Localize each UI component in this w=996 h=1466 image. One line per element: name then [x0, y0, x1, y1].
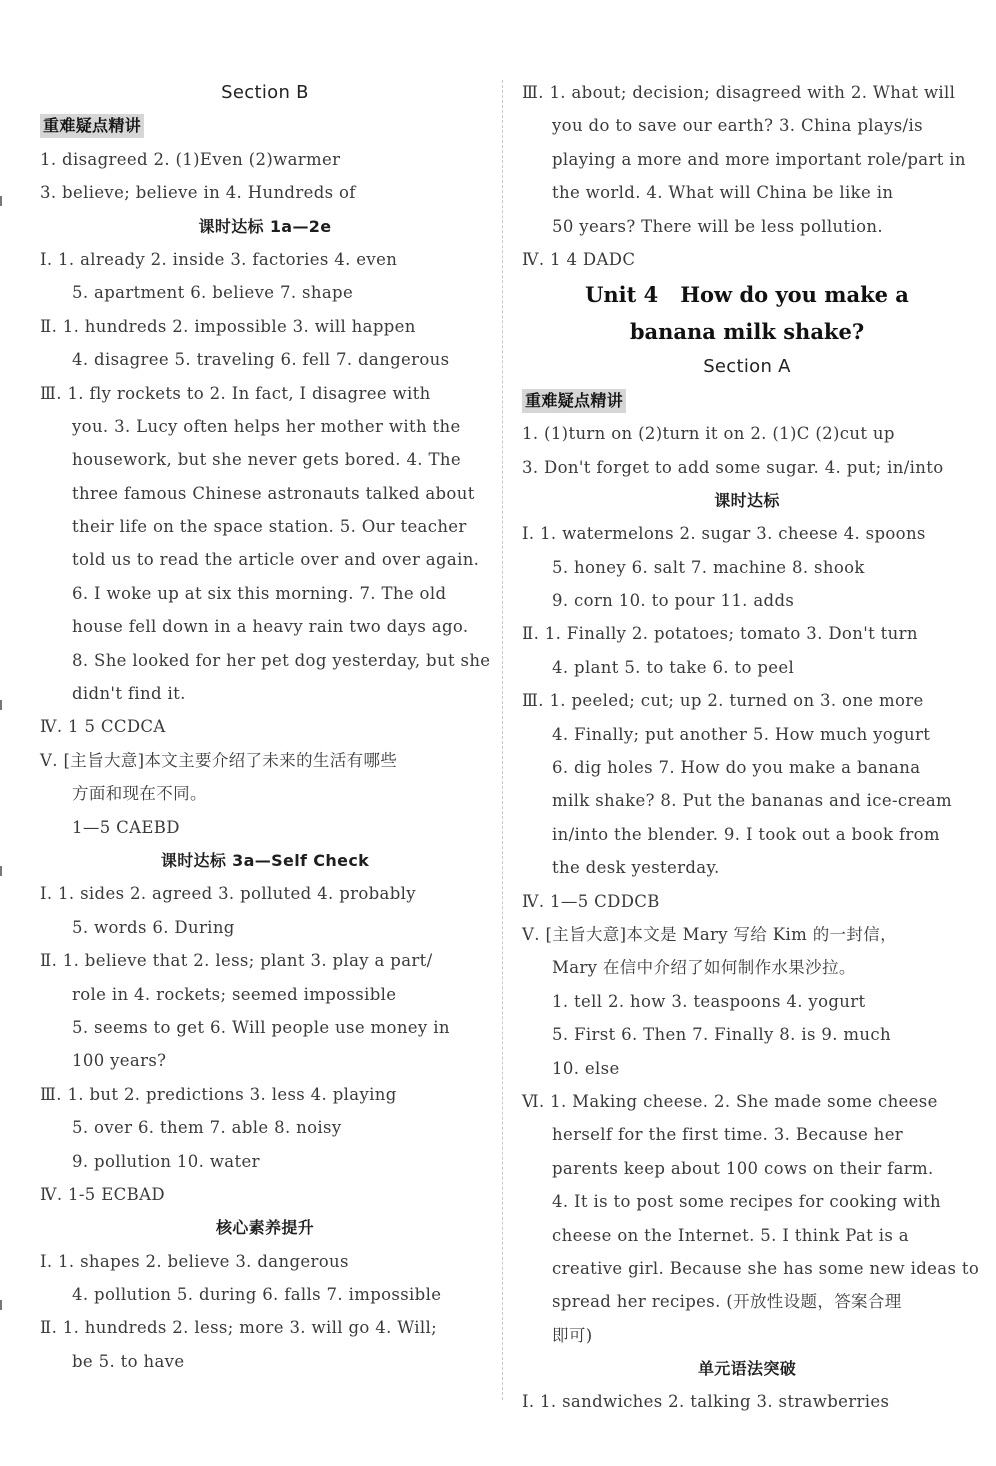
answer-line: Ⅱ. 1. hundreds 2. impossible 3. will happen: [40, 316, 416, 336]
key-points-label: 重难疑点精讲: [522, 389, 626, 413]
answer-line: 5. words 6. During: [72, 917, 235, 937]
answer-line: Ⅰ. 1. sides 2. agreed 3. polluted 4. probably: [40, 884, 416, 904]
answer-line: 3. believe; believe in 4. Hundreds of: [40, 183, 356, 203]
answer-line: Mary 在信中介绍了如何制作水果沙拉。: [552, 958, 856, 978]
answer-line: milk shake? 8. Put the bananas and ice-cream: [552, 791, 953, 811]
answer-line: Ⅳ. 1—5 CDDCB: [522, 891, 660, 911]
answer-line: Ⅱ. 1. Finally 2. potatoes; tomato 3. Don't turn: [522, 624, 918, 644]
answer-line: 5. over 6. them 7. able 8. noisy: [72, 1118, 342, 1138]
answer-line: 1. tell 2. how 3. teaspoons 4. yogurt: [552, 991, 866, 1011]
answer-line: Ⅴ. [主旨大意]本文是 Mary 写给 Kim 的一封信，: [522, 924, 897, 944]
answer-line: 1. (1)turn on (2)turn it on 2. (1)C (2)cut up: [522, 424, 895, 444]
answer-line: three famous Chinese astronauts talked about: [72, 483, 475, 503]
answer-line: Ⅵ. 1. Making cheese. 2. She made some cheese: [522, 1091, 938, 1111]
column-divider: [502, 80, 503, 1400]
answer-line: Ⅳ. 1 5 CCDCA: [40, 717, 166, 737]
answer-line: you. 3. Lucy often helps her mother with the: [72, 416, 461, 436]
answer-line: 50 years? There will be less pollution.: [552, 216, 883, 236]
answer-line: Ⅲ. 1. fly rockets to 2. In fact, I disagree with: [40, 383, 431, 403]
answer-line: 10. else: [552, 1058, 620, 1078]
answer-line: the world. 4. What will China be like in: [552, 183, 894, 203]
answer-line: Ⅰ. 1. watermelons 2. sugar 3. cheese 4. spoons: [522, 524, 926, 544]
unit-subtitle: banana milk shake?: [629, 319, 865, 345]
grammar-title: 单元语法突破: [697, 1359, 797, 1379]
answer-line: 4. pollution 5. during 6. falls 7. impossible: [72, 1285, 442, 1305]
answer-line: 100 years?: [72, 1051, 167, 1071]
answer-line: 4. Finally; put another 5. How much yogurt: [552, 724, 931, 744]
answer-line: be 5. to have: [72, 1351, 185, 1371]
answer-line: parents keep about 100 cows on their farm.: [552, 1158, 934, 1178]
answer-line: Ⅰ. 1. sandwiches 2. talking 3. strawberries: [522, 1392, 890, 1412]
answer-line: 1—5 CAEBD: [72, 817, 180, 837]
edge-mark: [0, 1300, 9, 1310]
answer-line: 9. pollution 10. water: [72, 1151, 260, 1171]
practice-title: 课时达标: [714, 490, 780, 510]
practice-title: 课时达标 1a—2e: [198, 216, 332, 236]
practice-title: 课时达标 3a—Self Check: [160, 850, 370, 870]
answer-line: cheese on the Internet. 5. I think Pat is a: [552, 1225, 909, 1245]
key-points-label: 重难疑点精讲: [40, 114, 144, 138]
answer-line: didn't find it.: [72, 684, 186, 704]
core-title: 核心素养提升: [215, 1218, 315, 1238]
answer-line: Ⅰ. 1. shapes 2. believe 3. dangerous: [40, 1251, 349, 1271]
answer-line: Ⅱ. 1. believe that 2. less; plant 3. play a part/: [40, 951, 433, 971]
right-column: [522, 76, 980, 1419]
answer-line: herself for the first time. 3. Because her: [552, 1125, 904, 1145]
answer-line: Ⅰ. 1. already 2. inside 3. factories 4. even: [40, 249, 398, 269]
answer-line: 6. I woke up at six this morning. 7. The old: [72, 583, 447, 603]
answer-line: Ⅲ. 1. peeled; cut; up 2. turned on 3. one more: [522, 691, 924, 711]
key-points-heading: [40, 109, 490, 142]
answer-line: spread her recipes. (开放性设题，答案合理: [552, 1292, 902, 1312]
answer-line: Ⅲ. 1. but 2. predictions 3. less 4. playing: [40, 1084, 397, 1104]
answer-line: in/into the blender. 9. I took out a book from: [552, 824, 940, 844]
answer-line: told us to read the article over and over again.: [72, 550, 480, 570]
answer-line: 5. honey 6. salt 7. machine 8. shook: [552, 557, 865, 577]
answer-line: house fell down in a heavy rain two days ago.: [72, 617, 469, 637]
left-column: [40, 76, 490, 1378]
answer-line: 4. plant 5. to take 6. to peel: [552, 657, 795, 677]
answer-line: creative girl. Because she has some new ideas to: [552, 1258, 980, 1278]
unit-title: Unit 4 How do you make a: [585, 282, 909, 308]
answer-line: their life on the space station. 5. Our teacher: [72, 517, 467, 537]
answer-line: Ⅱ. 1. hundreds 2. less; more 3. will go 4. Will;: [40, 1318, 438, 1338]
answer-line: role in 4. rockets; seemed impossible: [72, 984, 397, 1004]
key-points-heading: [522, 384, 972, 417]
answer-line: Ⅳ. 1 4 DADC: [522, 249, 636, 269]
answer-line: 4. It is to post some recipes for cooking with: [552, 1192, 942, 1212]
answer-line: Ⅲ. 1. about; decision; disagreed with 2. What will: [522, 83, 956, 102]
answer-line: 9. corn 10. to pour 11. adds: [552, 591, 795, 611]
answer-line: housework, but she never gets bored. 4. The: [72, 450, 461, 470]
section-title: Section B: [221, 82, 309, 103]
answer-line: playing a more and more important role/part in: [552, 149, 966, 169]
answer-line: Ⅴ. [主旨大意]本文主要介绍了未来的生活有哪些: [40, 750, 398, 770]
answer-line: 5. First 6. Then 7. Finally 8. is 9. much: [552, 1025, 891, 1045]
edge-mark: [0, 866, 9, 876]
edge-mark: [0, 196, 9, 206]
answer-line: 1. disagreed 2. (1)Even (2)warmer: [40, 149, 341, 169]
answer-line: the desk yesterday.: [552, 858, 720, 878]
answer-line: 5. seems to get 6. Will people use money in: [72, 1017, 450, 1037]
section-title: Section A: [703, 356, 791, 378]
answer-line: 8. She looked for her pet dog yesterday, but she: [72, 650, 491, 670]
answer-line: 6. dig holes 7. How do you make a banana: [552, 758, 921, 778]
answer-line: 5. apartment 6. believe 7. shape: [72, 283, 354, 303]
answer-line: 4. disagree 5. traveling 6. fell 7. dangerous: [72, 350, 450, 370]
answer-line: 方面和现在不同。: [72, 784, 207, 804]
answer-line: 3. Don't forget to add some sugar. 4. put; in/into: [522, 457, 944, 477]
edge-mark: [0, 700, 9, 710]
answer-line: you do to save our earth? 3. China plays/is: [552, 116, 923, 136]
answer-line: Ⅳ. 1-5 ECBAD: [40, 1184, 165, 1204]
answer-line: 即可): [552, 1325, 593, 1345]
